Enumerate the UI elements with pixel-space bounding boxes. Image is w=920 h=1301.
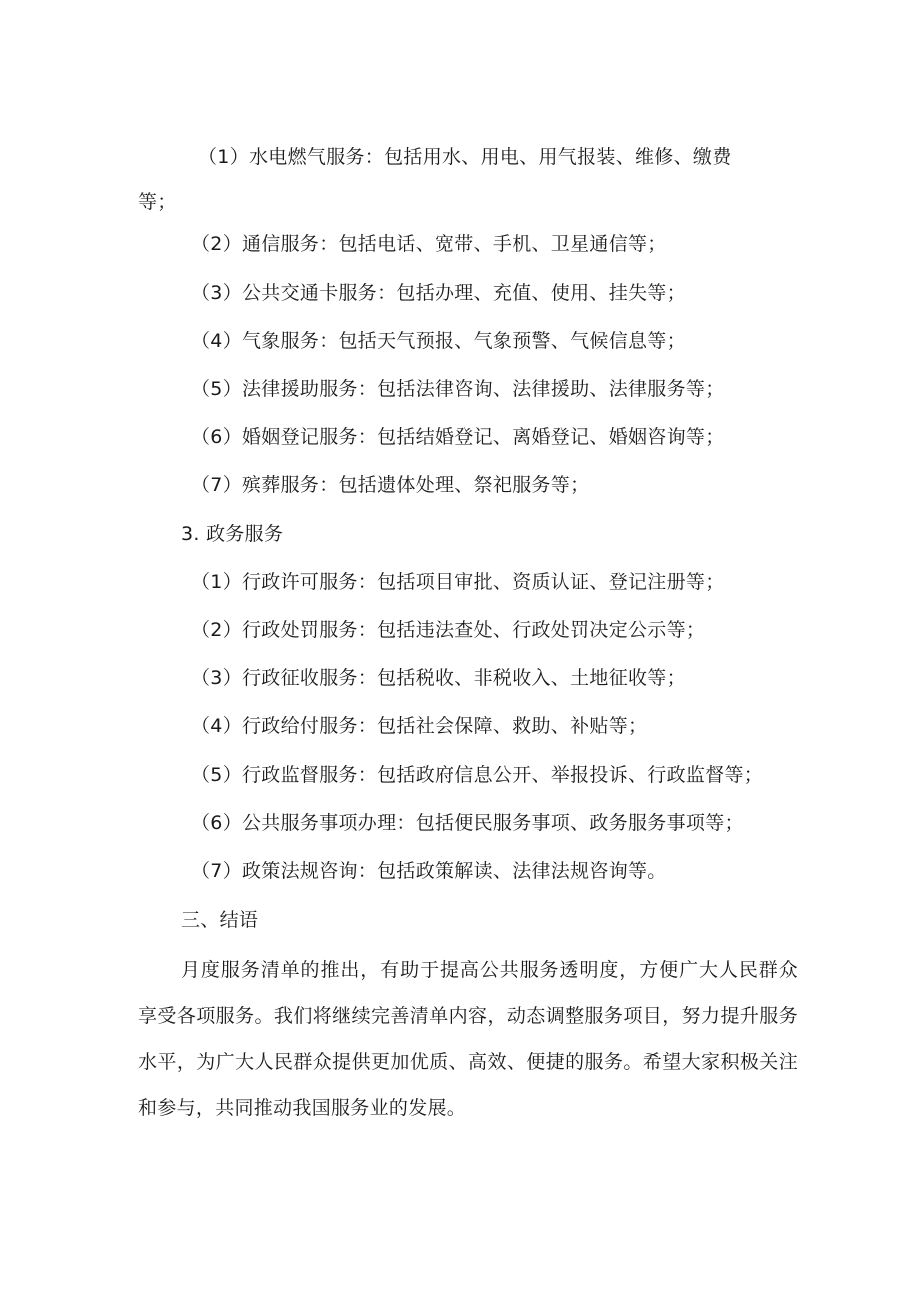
service-item-utilities: （1）水电燃气服务：包括用水、用电、用气报装、维修、缴费 [198,146,732,168]
gov-item-public-services: （6）公共服务事项办理：包括便民服务事项、政务服务事项等； [191,812,744,834]
gov-item-policy-consulting: （7）政策法规咨询：包括政策解读、法律法规咨询等。 [191,860,667,882]
service-item-weather: （4）气象服务：包括天气预报、气象预警、气候信息等； [191,330,686,352]
gov-item-levy: （3）行政征收服务：包括税收、非税收入、土地征收等； [191,667,686,689]
service-item-telecom: （2）通信服务：包括电话、宽带、手机、卫星通信等； [191,233,667,255]
service-item-funeral: （7）殡葬服务：包括遗体处理、祭祀服务等； [191,474,590,496]
gov-item-benefits: （4）行政给付服务：包括社会保障、救助、补贴等； [191,715,648,737]
conclusion-paragraph: 月度服务清单的推出，有助于提高公共服务透明度，方便广大人民群众享受各项服务。我们将继续完善清单内容，动态调整服务项目，努力提升服务水平，为广大人民群众提供更加优质、高效、便捷的服务。希望大家积极关注和参与，共同推动我国服务业的发展。 [138,959,798,1119]
section-heading-government-services: 3. 政务服务 [181,523,284,545]
service-item-marriage: （6）婚姻登记服务：包括结婚登记、离婚登记、婚姻咨询等； [191,426,725,448]
gov-item-supervision: （5）行政监督服务：包括政府信息公开、举报投诉、行政监督等； [191,764,764,786]
gov-item-penalty: （2）行政处罚服务：包括违法查处、行政处罚决定公示等； [191,619,706,641]
section-heading-conclusion: 三、结语 [181,909,259,931]
service-item-transit-card: （3）公共交通卡服务：包括办理、充值、使用、挂失等； [191,282,686,304]
gov-item-licensing: （1）行政许可服务：包括项目审批、资质认证、登记注册等； [191,571,725,593]
service-item-legal-aid: （5）法律援助服务：包括法律咨询、法律援助、法律服务等； [191,378,725,400]
service-item-utilities-continued: 等； [138,191,177,213]
